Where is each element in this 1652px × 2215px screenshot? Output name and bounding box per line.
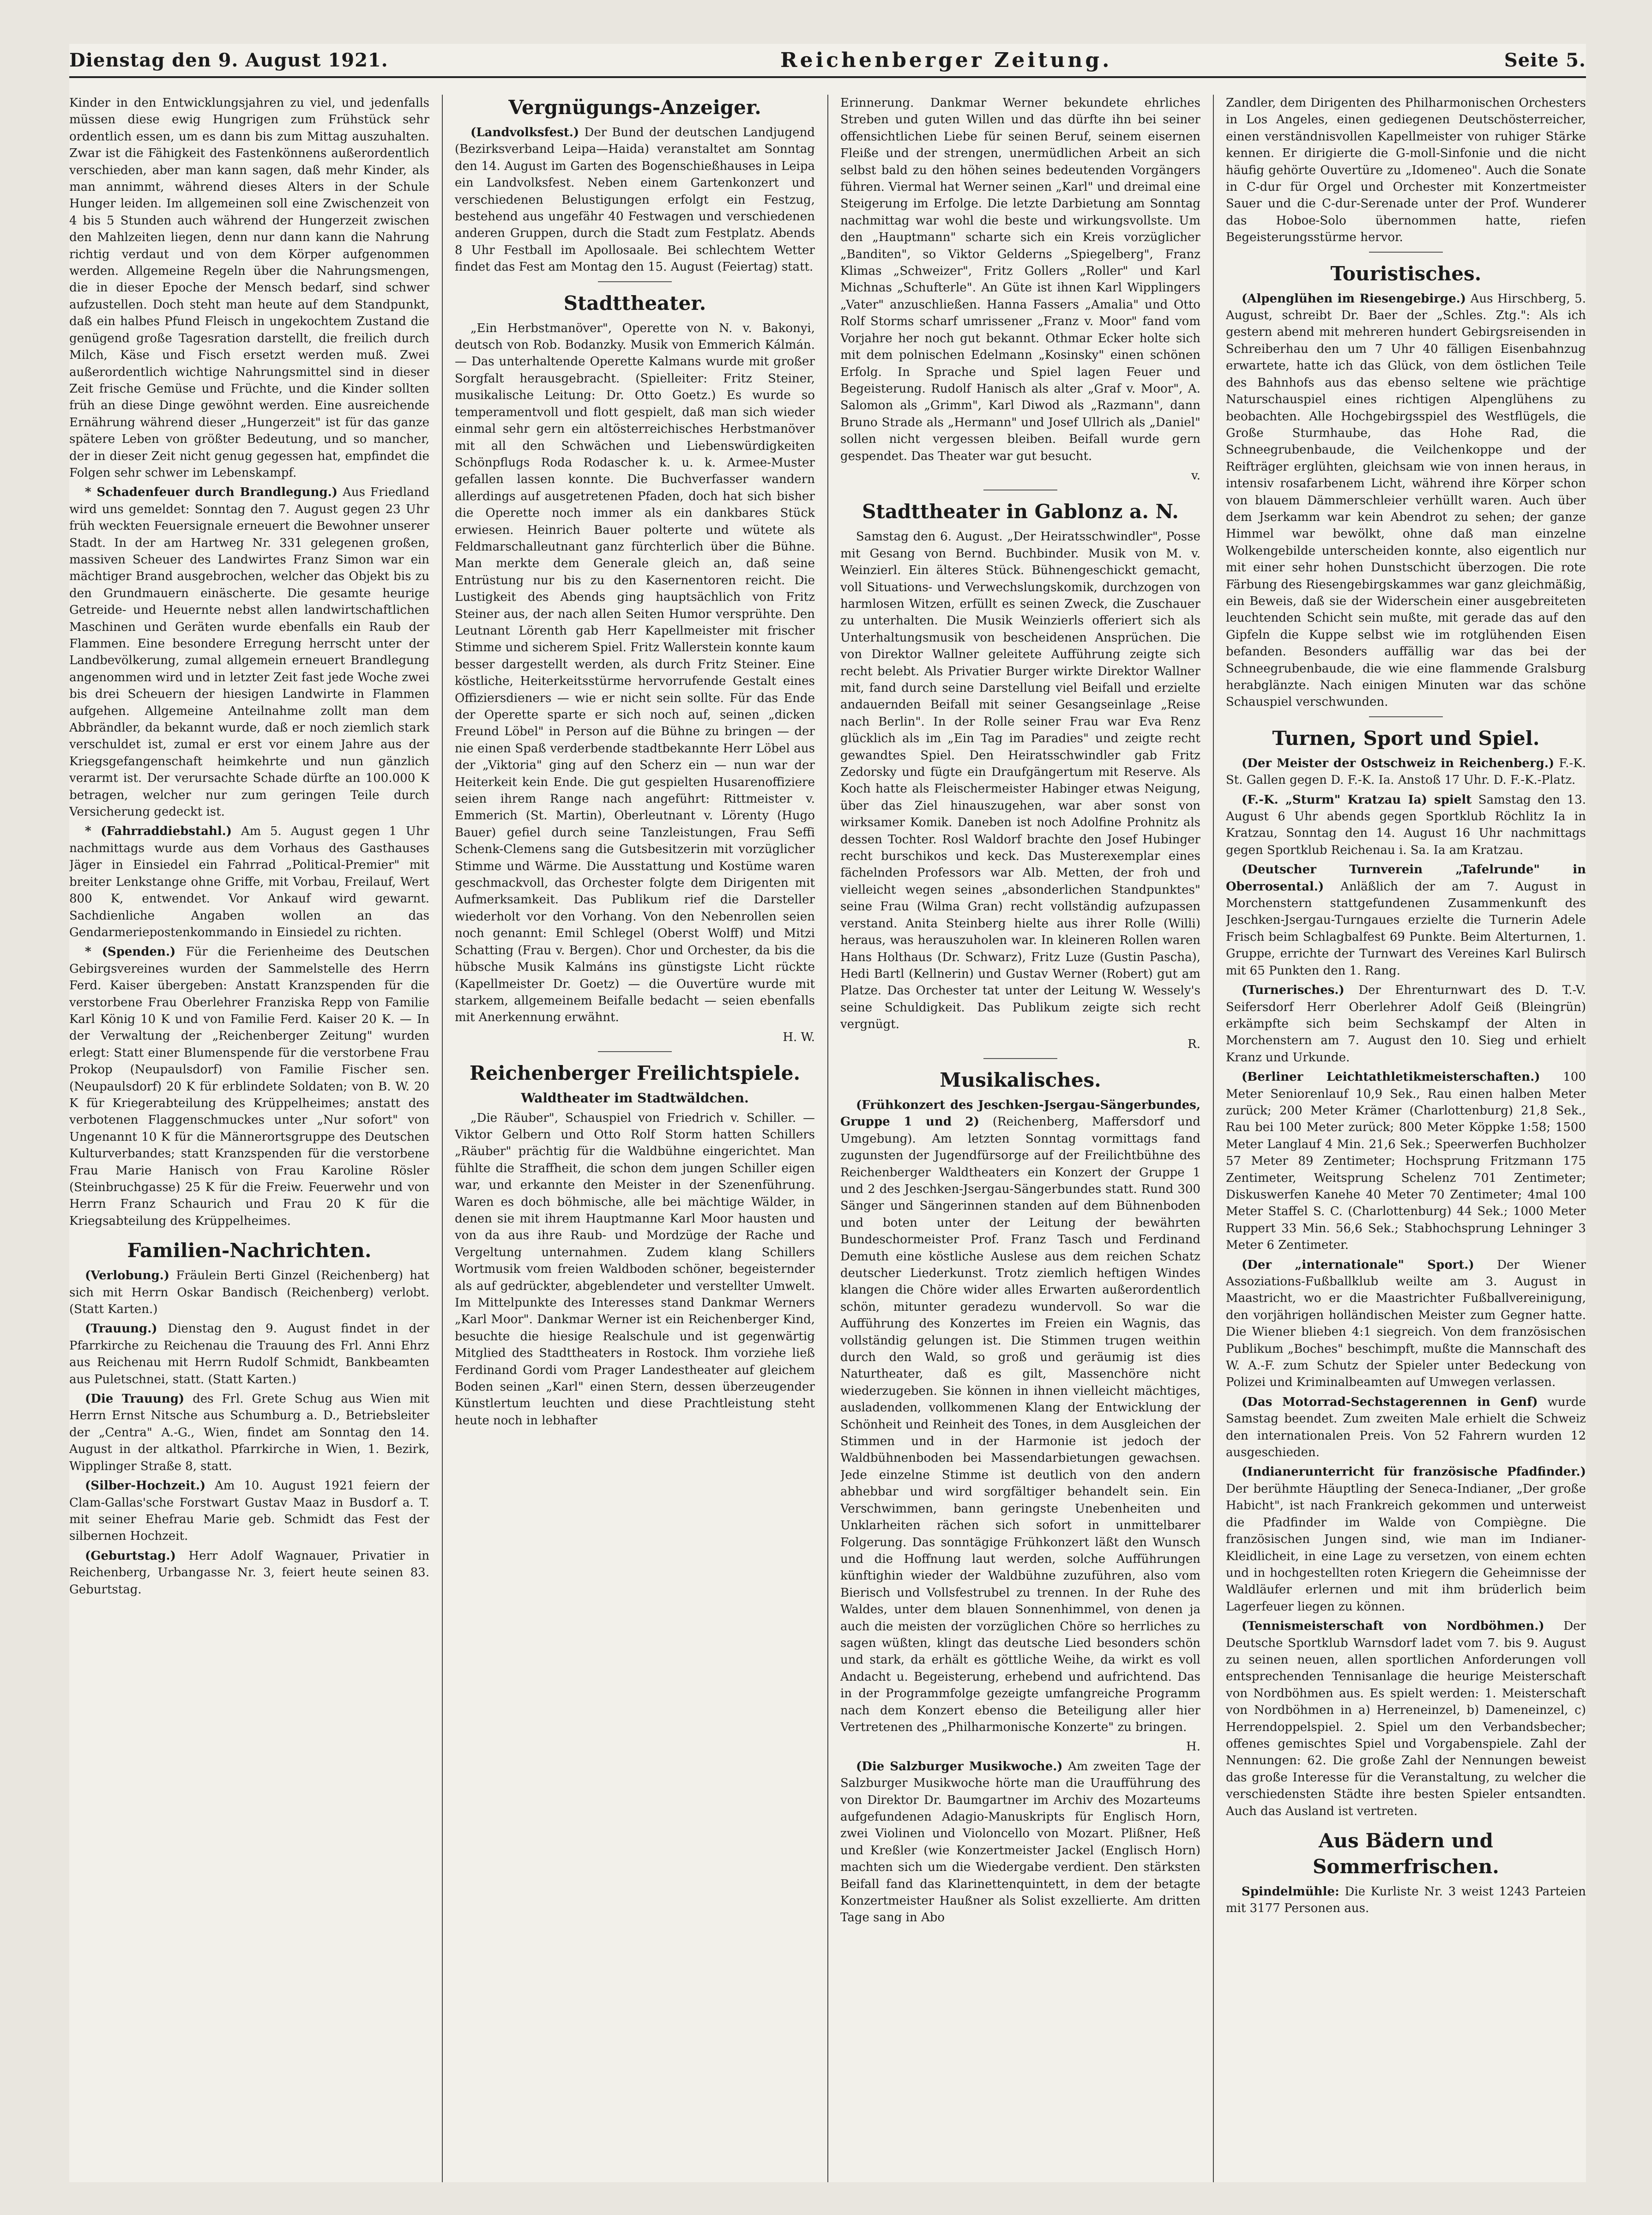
signature: R. <box>1188 1037 1200 1051</box>
news-item <box>69 1391 429 1475</box>
news-item-text: Aus Friedland wird uns gemeldet: Sonntag den 7. August gegen 23 Uhr früh weckten Feuersignale erneuert die Bewohner unserer Stadt. In der am Hartweg Nr. 331 gelegenen großen, massiven Scheuer des Landwirtes Franz Simon war ein mächtiger Brand ausgebrochen, welcher das Objekt bis zu den Grundmauern einäscherte. Die gesamte heurige Getreide- und Heuernte nebst allen landwirtschaftlichen Maschinen und Geräten wurde ebenfalls ein Raub der Flammen. Eine besondere Erregung herrscht unter der Landbevölkerung, zumal allgemein erneuert Brandlegung angenommen wird und in letzter Zeit fast jede Woche zwei bis drei Scheuern der hiesigen Landwirte in Flammen aufgehen. Allgemeine Anteilnahme zollt man dem Abbrändler, da bekannt wurde, daß er noch ziemlich stark verschuldet ist, zumal er erst vor einem Jahre aus der Kriegsgefangenschaft heimkehrte und nun gänzlich verarmt ist. Der verursachte Schade dürfte an 100.000 K betragen, welcher nur zum geringen Teile durch Versicherung gedeckt ist. <box>69 485 429 819</box>
news-item-text: Dienstag den 9. August findet in der Pfarrkirche zu Reichenau die Trauung des Frl. Anni Ehrz aus Reichenau mit Herrn Rudolf Schmidt, Bankbeamten aus Puletschnei, statt. (Statt Karten.) <box>69 1322 429 1386</box>
news-item-lead: (Indianerunterricht für französische Pfadfinder.) <box>1242 1465 1586 1479</box>
news-item-lead: (Der Meister der Ostschweiz in Reichenberg.) <box>1242 756 1555 770</box>
news-item <box>455 124 815 276</box>
news-item-lead: (Trauung.) <box>85 1322 157 1336</box>
news-item <box>1226 290 1586 711</box>
news-item-text: F.-K. St. Gallen gegen D. F.-K. Ia. Anstoß 17 Uhr. D. F.-K.-Platz. <box>1226 756 1586 787</box>
news-item-lead: (Geburtstag.) <box>85 1549 176 1563</box>
news-item-lead: (Silber-Hochzeit.) <box>85 1479 206 1493</box>
article-text: „Ein Herbstmanöver", Operette von N. v. Bakonyi, deutsch von Rob. Bodanzky. Musik von Emmerich Kálmán. — Das unterhaltende Operette Kalmans wurde mit großer Sorgfalt herausgebracht. (Spielleiter: Fritz Steiner, musikalische Leitung: Dr. Otto Goetz.) Es wurde so temperamentvoll und flott gespielt, daß man sich wieder einmal sehr gern ein altösterreichisches Herbstmanöver mit all den Schwächen und Liebenswürdigkeiten Schönpflugs Roda Rodascher k. u. k. Armee-Muster gefallen lassen konnte. Die Buchverfasser wandern allerdings auf ausgetretenen Pfaden, doch hat sich bisher die Operette noch immer als ein dankbares Stück erwiesen. Heinrich Bauer polterte und wütete als Feldmarschalleutnant ganz fürchterlich über die Bühne. Man merkte dem Generale gleich an, daß seine Entrüstung nur bis zu den Kasernentoren reicht. Die Lustigkeit des Abends ging hauptsächlich von Fritz Steiner aus, der nach allen Seiten Humor versprühte. Den Leutnant Lörenth gab Herr Kapellmeister mit frischer Stimme und sicherem Spiel. Fritz Wallerstein konnte kaum besser dargestellt werden, als durch Fritz Steiner. Eine köstliche, Heiterkeitsstürme hervorrufende Gestalt eines Offiziersdieners — wie er nicht sein sollte. Für das Ende der Operette sparte er sich noch auf, seinen „dicken Freund Löbel" in Person auf die Bühne zu bringen — der nie einen Spaß verderbende stadtbekannte Herr Löbel aus der „Viktoria" ging auf den Scherz ein — nun war der Heiterkeit kein Ende. Die gut gespielten Husarenoffiziere seien ihrem Range nach angeführt: Rittmeister v. Emmerich (St. Martin), Oberleutnant v. Lörenty (Hugo Bauer) gefiel durch seine Tanzleistungen, Frau Seffi Schenk-Clemens sang die Gutsbesitzerin mit vorzüglicher Stimme und Wärme. Die Ausstattung und Kostüme waren geschmackvoll, das Orchester folgte dem Dirigenten mit Aufmerksamkeit. Das Publikum rief die Darsteller wiederholt vor den Vorhang. Von den Nebenrollen seien noch genannt: Emil Schlegel (Oberst Wolff) und Mitzi Schatting (Frau v. Bergen). Chor und Orchester, da bis die hübsche Musik Kalmáns ins günstigste Licht rückte (Kapellmeister Dr. Goetz) — die Ouvertüre wurde mit starkem, allgemeinem Beifalle bedacht — seien ebenfalls mit Anerkennung erwähnt. <box>455 321 815 1025</box>
news-item-lead: Spindelmühle: <box>1242 1885 1339 1899</box>
news-item <box>1226 1257 1586 1391</box>
news-item-lead: (Die Trauung) <box>85 1392 185 1406</box>
news-item <box>1226 1394 1586 1461</box>
news-item-text: Am 5. August gegen 1 Uhr nachmittags wurde aus dem Vorhaus des Gasthauses Jäger in Einsiedel ein Fahrrad „Political-Premier" mit breiter Lenkstange ohne Griffe, mit Vorbau, Freilauf, Wert 800 K, entwendet. Vor Ankauf wird gewarnt. Sachdienliche Angaben wollen an das Gendarmeriepostenkommando in Einsiedel zu richten. <box>69 824 429 939</box>
section-heading: Vergnügungs-Anzeiger. <box>508 96 761 119</box>
divider <box>598 281 672 282</box>
news-item-lead: (Die Salzburger Musikwoche.) <box>856 1759 1063 1773</box>
section-heading: Musikalisches. <box>940 1068 1101 1091</box>
news-item <box>1226 1464 1586 1615</box>
news-item-lead: (Berliner Leichtathletikmeisterschaften.) <box>1242 1070 1540 1084</box>
column-rule <box>1213 95 1214 2182</box>
news-item <box>69 1477 429 1545</box>
news-item-lead: (Der „internationale" Sport.) <box>1242 1258 1474 1272</box>
news-item-text: Der Wiener Assoziations-Fußballklub weilte am 3. August in Maastricht, wo er die Maastrichter Fußballvereinigung, den vorjährigen holländischen Meister zum Gegner hatte. Die Wiener blieben 4:1 siegreich. Von dem französischen Publikum „Boches" beschimpft, mußte die Mannschaft des W. A.-F. zum Schutz der Spieler unter Bedeckung von Polizei und Kriminalbeamten auf Umwegen verlassen. <box>1226 1258 1586 1390</box>
news-item <box>840 1758 1200 1926</box>
news-item-text: Der Bund der deutschen Landjugend (Bezirksverband Leipa—Haida) veranstaltet am Sonntag den 14. August im Garten des Bogenschießhauses in Leipa ein Landvolksfest. Neben einem Gartenkonzert und verschiedenen Belustigungen erfolgt ein Festzug, bestehend aus ungefähr 40 Festwagen und verschiedenen anderen Gruppen, durch die Stadt zum Festplatz. Abends 8 Uhr Festball im Apollosaale. Bei schlechtem Wetter findet das Fest am Montag den 15. August (Feiertag) statt. <box>455 126 815 274</box>
news-item-lead: (Landvolksfest.) <box>470 126 579 139</box>
news-item-text: Am zweiten Tage der Salzburger Musikwoche hörte man die Uraufführung des von Direktor Dr. Baumgartner im Archiv des Mozarteums aufgefundenen Adagio-Manuskripts für Englisch Horn, zwei Violinen und Violoncello von Mozart. Plißner, Heß und Kreßler (wie Konzertmeister Jackel (Englisch Horn) machten sich um die Wiedergabe verdient. Den stärksten Beifall fand das Klarinettenquintett, in dem der betagte Konzertmeister Haußner als Solist exzellierte. Am dritten Tage sang in Abo <box>840 1759 1200 1925</box>
columns <box>69 95 1586 2182</box>
news-item-lead: * (Spenden.) <box>85 945 176 959</box>
news-item-text: Am 10. August 1921 feiern der Clam-Gallas'sche Forstwart Gustav Maaz in Busdorf a. T. mit seiner Ehefrau Marie geb. Schmidt das Fest der silbernen Hochzeit. <box>69 1479 429 1543</box>
news-item-text: 100 Meter Seniorenlauf 10,9 Sek., Rau einen halben Meter zurück; 200 Meter Krämer (Charlottenburg) 21,8 Sek., Rau bei 100 Meter zurück; 800 Meter Köppke 1:58; 1500 Meter Langlauf 4 Min. 21,6 Sek.; Speerwerfen Buchholzer 57 Meter 89 Zentimeter; Hochsprung Fritzmann 175 Zentimeter, Weitsprung Schelenz 701 Zentimeter; Diskuswerfen Kanehe 40 Meter 70 Zentimeter; 4mal 100 Meter Staffel S. C. (Charlottenburg) 44 Sek.; 1000 Meter Ruppert 33 Min. 56,6 Sek.; Stabhochsprung Lehninger 3 Meter 6 Zentimeter. <box>1226 1070 1586 1253</box>
news-item-text: Fräulein Berti Ginzel (Reichenberg) hat sich mit Herrn Oskar Bandisch (Reichenberg) verlobt. (Statt Karten.) <box>69 1269 429 1317</box>
divider <box>1369 716 1443 717</box>
news-item-lead: * Schadenfeuer durch Brandlegung.) <box>85 485 338 500</box>
column-rule <box>827 95 828 2182</box>
news-item-lead: (Turnerisches.) <box>1242 983 1345 998</box>
news-item-lead: (F.-K. „Sturm" Kratzau Ia) spielt <box>1242 793 1472 807</box>
article-text: Samstag den 6. August. „Der Heiratsschwindler", Posse mit Gesang von Bernd. Buchbinder. Musik von M. v. Weinzierl. Ein älteres Stück. Bühnengeschickt gemacht, voll Situations- und Verwechslungskomik, durchzogen von harmlosen Witzen, erfüllt es seinen Zweck, die Zuschauer zu unterhalten. Die Musik Weinzierls offeriert sich als Unterhaltungsmusik von bescheidenen Ansprüchen. Die von Direktor Wallner geleitete Aufführung zeigte sich recht belebt. Als Privatier Burger wirkte Direktor Wallner mit, fand durch seine Darstellung viel Beifall und erzielte andauernden Beifall mit seiner Gesangseinlage „Reise nach Berlin". In der Rolle seiner Frau war Eva Renz glücklich als im „Ein Tag im Paradies" und zeigte recht gewandtes Spiel. Den Heiratsschwindler gab Fritz Zedorsky und fügte ein Draufgängertum mit Reserve. Als Koch hatte als Fleischermeister Habinger etwas Neigung, über das Ziel hinauszugehen, war aber sonst von wirksamer Komik. Daneben ist noch Adolfine Prohnitz als dessen Tochter. Rosl Waldorf brachte den Josef Hubinger recht burschikos und keck. Das Musterexemplar eines fächelnden Professors war Alb. Metten, der froh und vielleicht wegen seines „absonderlichen Standpunktes" seine Frau (Wilma Gran) recht vollständig aufzupassen verstand. Anita Steinberg hielte aus ihrer Rolle (Willi) heraus, was herauszuholen war. In kleineren Rollen waren Hans Holthaus (Dr. Schwarz), Fritz Luze (Gustin Pascha), Hedi Bartl (Kellnerin) und Gustav Werner (Robert) gut am Platze. Das Orchester tat unter der Leitung W. Wessely's seine Schuldigkeit. Das Publikum zeigte sich recht vergnügt. <box>840 530 1200 1032</box>
news-item-text: Der berühmte Häuptling der Seneca-Indianer, „Der große Habicht", ist nach Frankreich gekommen und unterweist die Pfadfinder im Walde von Compiègne. Die französischen Jungen sind, wie man im Indianer-Kleidlicheit, in eine Lage zu versetzen, von einem echten und in hochgestellten roten Kriegern die Geheimnisse der Waldläufer erlernen und mit ihm brüderlich beim Lagerfeuer liegen zu können. <box>1226 1482 1586 1614</box>
news-item-lead: * (Fahrraddiebstahl.) <box>85 824 232 839</box>
news-item <box>1226 792 1586 859</box>
signature: v. <box>1191 468 1200 483</box>
news-item-text: Der Ehrenturnwart des D. T.-V. Seifersdorf Herr Oberlehrer Adolf Geiß (Bleingrün) erkämpfte sich beim Sechskampf der Alten in Morchenstern am 7. August den 10. Sieg und erhielt Kranz und Urkunde. <box>1226 983 1586 1065</box>
column-3 <box>840 95 1200 2182</box>
news-item-lead: (Verlobung.) <box>85 1269 170 1283</box>
news-item-lead: (Das Motorrad-Sechstagerennen in Genf) <box>1242 1395 1538 1409</box>
news-item-text: Der Deutsche Sportklub Warnsdorf ladet vom 7. bis 9. August zu seinen neuen, allen sportlichen Anforderungen voll entsprechenden Tennisanlage die heurige Meisterschaft von Nordböhmen aus. Es spielt werden: 1. Meisterschaft von Nordböhmen in a) Herreneinzel, b) Dameneinzel, c) Herrendoppelspiel. 2. Spiel um den Verbandsbecher; offenes gemischtes Spiel und Vorgabenspiele. Zahl der Nennungen: 62. Die große Zahl der Nennungen beweist das große Interesse für die Veranstaltung, zu welcher die verschiedensten Städte ihre besten Spieler entsandten. Auch das Ausland ist vertreten. <box>1226 1619 1586 1818</box>
news-item-text: des Frl. Grete Schug aus Wien mit Herrn Ernst Nitsche aus Schumburg a. D., Betriebsleiter der „Centra" A.-G., Wien, findet am Sonntag den 14. August in der altkathol. Pfarrkirche in Wien, 1. Bezirk, Wipplinger Straße 8, statt. <box>69 1392 429 1473</box>
signature: H. W. <box>783 1030 815 1044</box>
article-text: „Die Räuber", Schauspiel von Friedrich v. Schiller. — Viktor Gelbern und Otto Rolf Storm hatten Schillers „Räuber" prächtig für die Waldbühne eingerichtet. Man fühlte die Straffheit, die schon dem jungen Schiller eigen war, und erkannte den Meister in der Szenenführung. Waren es doch böhmische, alle bei mächtige Wälder, in denen sie mit ihrem Hauptmanne Karl Moor hausten und von da aus ihre Raub- und Mordzüge der Rache und Vergeltung unternahmen. Zudem klang Schillers Wortmusik vom freien Waldboden schöner, begeisternder als auf gedrückter, abgeblendeter und verstellter Umwelt. Im Mittelpunkte des Interesses stand Dankmar Werners „Karl Moor". Dankmar Werner ist ein Reichenberger Kind, besuchte die hiesige Realschule und ist gegenwärtig Mitglied des Stadttheaters in Rostock. Ihm vorziehe ließ Ferdinand Gordi vom Prager Landestheater auf gleichem Boden seinen „Karl" einen Stern, dessen überzeugender Künstlertum leuchten und diese Prachtleistung steht heute noch in lebhafter <box>455 1111 815 1428</box>
newspaper-page <box>69 44 1586 2182</box>
news-item <box>69 1267 429 1318</box>
news-item-text: Herr Adolf Wagnauer, Privatier in Reichenberg, Urbangasse Nr. 3, feiert heute seinen 83. Geburtstag. <box>69 1549 429 1597</box>
section-heading: Turnen, Sport und Spiel. <box>1272 726 1540 750</box>
section-heading: Familien-Nachrichten. <box>127 1239 372 1262</box>
news-item-lead: (Deutscher Turnverein „Tafelrunde" in Oberrosental.) <box>1226 863 1586 894</box>
signature: H. <box>1186 1740 1200 1754</box>
news-item-lead: (Tennismeisterschaft von Nordböhmen.) <box>1242 1619 1544 1634</box>
news-item <box>840 1097 1200 1736</box>
divider <box>983 1058 1057 1059</box>
news-item <box>1226 861 1586 979</box>
section-heading: Stadttheater in Gablonz a. N. <box>862 500 1179 523</box>
column-1 <box>69 95 429 2182</box>
news-item-text: wurde Samstag beendet. Zum zweiten Male erhielt die Schweiz den internationalen Preis. Von 52 Fahrern wurden 12 ausgeschieden. <box>1226 1395 1586 1460</box>
section-heading: Aus Bädern und Sommerfrischen. <box>1313 1829 1499 1878</box>
news-item <box>69 484 429 820</box>
news-item <box>1226 982 1586 1066</box>
news-item-lead: (Alpenglühen im Riesengebirge.) <box>1242 291 1466 306</box>
article-text: Kinder in den Entwicklungsjahren zu viel, und jedenfalls müssen diese ewig Hungrigen zum Frühstück sehr ordentlich essen, um es dann bis zum Mittag auszuhalten. Zwar ist die Fähigkeit des Fastenkönnens außerordentlich verschieden, aber man kann sagen, daß mehr Kinder, als man annimmt, während dieses Alters in der Schule Hunger leiden. Im allgemeinen soll eine Zwischenzeit von 4 bis 5 Stunden auch während der Hungerzeit zwischen den Mahlzeiten liegen, denn nur dann kann die Nahrung richtig verdaut und von dem Körper aufgenommen werden. Allgemeine Regeln über die Nahrungsmengen, die in dieser Epoche der Mensch bedarf, sind schwer aufzustellen. Doch steht man heute auf dem Standpunkt, daß ein halbes Pfund Fleisch in ungekochtem Zustand die genügend große Tagesration darstellt, die freilich durch Milch, Käse und Fisch ersetzt werden muß. Zwei außerordentlich wichtige Nahrungsmittel sind in dieser Zeit frische Gemüse und Früchte, und die Kinder sollten früh an diese Dinge gewöhnt werden. Eine ausreichende Ernährung während dieser „Hungerzeit" ist für das ganze spätere Leben von größter Bedeutung, und so mancher, der in dieser Zeit nicht genug gegessen hat, empfindet die Folgen sehr schwer im Lebenskampf. <box>69 96 429 480</box>
news-item-lead: (Frühkonzert des Jeschken-Jsergau-Sängerbundes, Gruppe 1 und 2) <box>840 1098 1200 1129</box>
news-item <box>1226 1069 1586 1253</box>
news-item <box>69 1548 429 1598</box>
news-item <box>69 1320 429 1388</box>
news-item <box>1226 755 1586 789</box>
news-item-text: Die Kurliste Nr. 3 weist 1243 Parteien mit 3177 Personen aus. <box>1226 1885 1586 1916</box>
news-item <box>69 944 429 1229</box>
divider <box>1369 252 1443 253</box>
column-rule <box>442 95 443 2182</box>
newspaper-title: Reichenberger Zeitung. <box>780 48 1112 72</box>
article-text: Erinnerung. Dankmar Werner bekundete ehrliches Streben und guten Willen und das dürfte ihn bei seiner offensichtlichen Liebe für seinen Beruf, seinem eisernen Fleiße und der strengen, unermüdlichen Arbeit an sich selbst bald zu den höhen seines bedeutenden Vorgängers führen. Viermal hat Werner seinen „Karl" und dreimal eine Steigerung im Erfolge. Die letzte Darbietung am Sonntag nachmittag war wohl die beste und wirkungsvollste. Um den „Hauptmann" scharte sich ein Kreis vorzüglicher „Banditen", so Viktor Gelderns „Spiegelberg", Franz Klimas „Schweizer", Fritz Gollers „Roller" und Karl Michnas „Schufterle". An Güte ist ihnen Karl Wipplingers „Vater" anzuschließen. Hanna Fassers „Amalia" und Otto Rolf Storms scharf umrissener „Franz v. Moor" fand vom Vorjahre her noch gut bekannt. Othmar Ecker holte sich mit dem polnischen Edelmann „Kosinsky" einen schönen Erfolg. In Sprache und Spiel lagen Feuer und Begeisterung. Rudolf Hanisch als alter „Graf v. Moor", A. Salomon als „Grimm", Karl Diwod als „Razmann", dann Bruno Strade als „Hermann" und Josef Ullrich als „Daniel" sollen nicht vergessen bleiben. Beifall wurde gern gespendet. Das Theater war gut besucht. <box>840 96 1200 463</box>
article-text: Zandler, dem Dirigenten des Philharmonischen Orchesters in Los Angeles, einen gediegenen Deutschösterreicher, einen verständnisvollen Kapellmeister von ruhiger Stärke kennen. Er dirigierte die G-moll-Sinfonie und die nicht häufig gehörte Ouvertüre zu „Idomeneo". Auch die Sonate in C-dur für Orgel und Orchester mit Konzertmeister Sauer und die C-dur-Serenade unter der Prof. Wunderer das Hoboe-Solo übernommen hatte, riefen Begeisterungsstürme hervor. <box>1226 96 1586 245</box>
news-item <box>69 823 429 941</box>
section-heading: Touristisches. <box>1330 262 1482 285</box>
column-2 <box>455 95 815 2182</box>
section-heading: Reichenberger Freilichtspiele. <box>469 1062 801 1085</box>
news-item-text: Anläßlich der am 7. August in Morchenstern stattgefundenen Zusammenkunft des Jeschken-Jsergau-Turngaues erzielte die Turnerin Adele Frisch beim Schlagbalfest 69 Punkte. Beim Alterturnen, 1. Gruppe, errichte der Turnwart des Vereines Karl Bulirsch mit 65 Punkten den 1. Rang. <box>1226 879 1586 978</box>
page-number: Seite 5. <box>1504 49 1586 71</box>
header-date: Dienstag den 9. August 1921. <box>69 49 388 71</box>
section-heading: Stadttheater. <box>563 291 706 315</box>
column-4 <box>1226 95 1586 2182</box>
section-subheading: Waldtheater im Stadtwäldchen. <box>521 1090 749 1106</box>
news-item-text: (Reichenberg, Maffersdorf und Umgebung). Am letzten Sonntag vormittags fand zugunsten der Jugendfürsorge auf der Freilichtbühne des Reichenberger Waldtheaters ein Konzert der Gruppe 1 und 2 des Jeschken-Jsergau-Sängerbundes statt. Rund 300 Sänger und Sängerinnen standen auf dem Bühnenboden und boten unter der Leitung der bewährten Bundeschormeister Prof. Franz Tasch und Ferdinand Demuth eine köstliche Auslese aus dem reichen Schatz deutscher Liederkunst. Trotz ziemlich heftigen Windes klangen die Chöre wider alles Erwarten außerordentlich schön, mitunter geradezu wundervoll. So war die Aufführung des Konzertes im Freien ein Wagnis, das vollständig gelungen ist. Die Stimmen trugen weithin durch den Wald, so groß und geräumig ist dies Naturtheater, daß es gilt, Massenchöre nicht wiederzugeben. Sie können in ihnen vielleicht mächtiges, ausladenden, vollkommenen Klang der Entwicklung der Schönheit und Reinheit des Tones, in dem Ausgleichen der Stimmen und in der Harmonie ist jedoch der Waldbühnenboden bei Massendarbietungen gewachsen. Jede einzelne Stimme ist deutlich von den andern abhebbar und wird sorgfältiger behandelt sein. Ein Verschwimmen, bann geringste Unebenheiten und Unklarheiten rächen sich sofort in unmittelbarer Folgerung. Das sonntägige Frühkonzert läßt den Wunsch und die Hoffnung laut werden, solche Aufführungen künftighin wieder der Waldbühne zuzuführen, also vom Bierisch und Vollsfestrubel zu trennen. In der Ruhe des Waldes, unter dem blauen Sonnenhimmel, von denen ja auch die meisten der vorzüglichen Chöre so herrliches zu sagen wüßten, klingt das deutsche Lied besonders schön und stark, da erhält es göttliche Weihe, da wirkt es voll Andacht u. Begeisterung, erhebend und aufrichtend. Das in der Programmfolge gezeigte umfangreiche Programm nach dem Konzert ebenso die Beteiligung aller hier Vertretenen des „Philharmonische Konzerte" zu bringen. <box>840 1115 1200 1734</box>
divider <box>598 1051 672 1052</box>
news-item <box>1226 1618 1586 1820</box>
running-header <box>69 44 1586 78</box>
news-item-text: Für die Ferienheime des Deutschen Gebirgsvereines wurden der Sammelstelle des Herrn Ferd. Kaiser übergeben: Anstatt Kranzspenden für die verstorbene Frau Oberlehrer Franziska Repp von Familie Karl König 10 K und von Familie Ferd. Kaiser 20 K. — In der Verwaltung der „Reichenberger Zeitung" wurden erlegt: Statt einer Blumenspende für die verstorbene Frau Prokop (Neupaulsdorf) von Familie Fischer sen. (Neupaulsdorf) 20 K für erblindete Soldaten; von B. W. 20 K für Kriegerabteilung des Krüppelheimes; anstatt des verbotenen Flaggenschmuckes unter „Nur sofort" von Ungenannt 10 K für die Männerortsgruppe des Deutschen Kulturverbandes; statt Kranzspenden für die verstorbene Frau Marie Hanisch von Frau Karoline Rösler (Steinbruchgasse) 25 K für die Freiw. Feuerwehr und von Herrn Franz Schaurich und Frau 20 K für die Kriegsabteilung des Krüppelheimes. <box>69 945 429 1228</box>
news-item <box>1226 1883 1586 1917</box>
news-item-text: Samstag den 13. August 6 Uhr abends gegen Sportklub Röchlitz Ia in Kratzau, Sonntag den 14. August 16 Uhr nachmittags gegen Sportklub Reichenau i. Sa. Ia am Kratzau. <box>1226 793 1586 857</box>
news-item-text: Aus Hirschberg, 5. August, schreibt Dr. Baer der „Schles. Ztg.": Als ich gestern abend mit mehreren hundert Gebirgsreisenden in Schreiberhau den um 7 Uhr 40 fälligen Eisenbahnzug erwartete, hatte ich das Glück, von dem östlichen Teile des Bahnhofs aus das ebenso seltene wie prächtige Naturschauspiel eines richtigen Alpenglühens zu beobachten. Alle Hochgebirgsspiel des Westflügels, die Große Sturmhaube, das Hohe Rad, die Schneegrubenbaude, die Veilchenkoppe und der Reifträger erglühten, gleichsam wie von innen heraus, in intensiv rosafarbenem Licht, während ihre Körper schon von blauem Dämmerschleier verhüllt waren. Auch über dem Jserkamm war kein Abendrot zu sehen; der ganze Himmel war bewölkt, ohne daß man einzelne Wolkengebilde unterscheiden konnte, also eigentlich nur mit einer sehr hohen Dunstschicht überzogen. Die rote Färbung des Riesengebirgskammes war ganz gleichmäßig, ein Beweis, daß sie der Widerschein einer ausgebreiteten leuchtenden Schicht sein mußte, mit gerade das auf den Gipfeln die Kuppe selbst wie im rotglühenden Eisen befanden. Besonders auffällig war das bei der Schneegrubenbaude, die wie eine flammende Gralsburg herabglänzte. Nach einigen Minuten war das schöne Schauspiel verschwunden. <box>1226 291 1586 709</box>
